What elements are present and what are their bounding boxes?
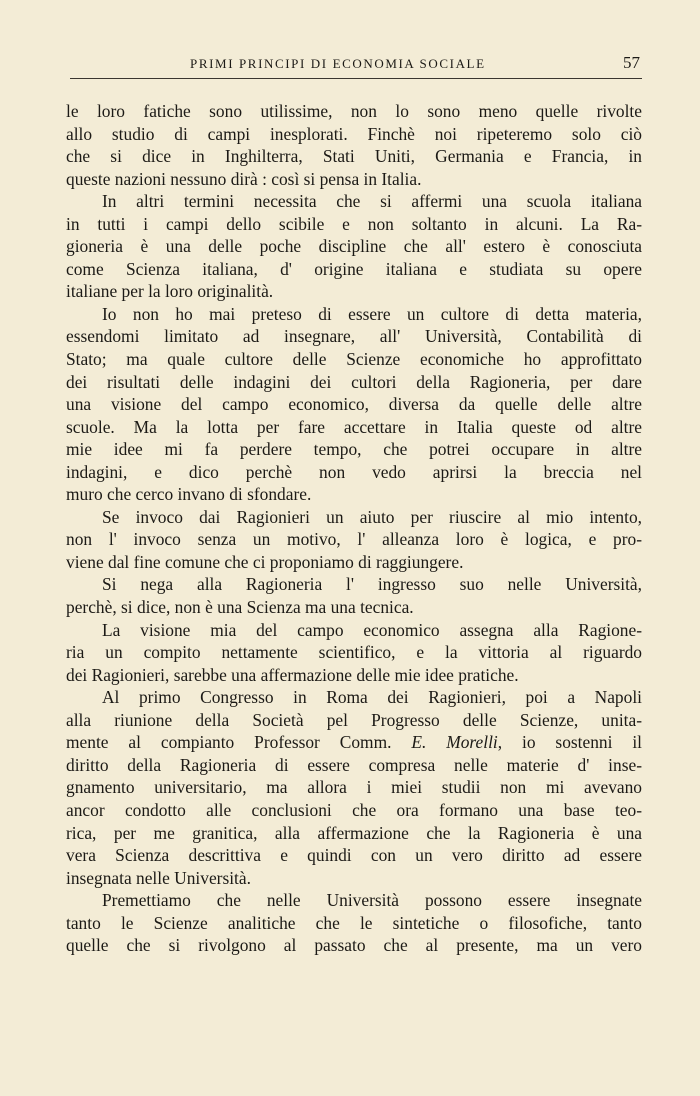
text-line: queste nazioni nessuno dirà : così si pensa in Italia. bbox=[66, 168, 422, 189]
paragraph bbox=[66, 303, 642, 506]
text-line: alla riunione della Società pel Progresso delle Scienze, unita- bbox=[66, 709, 642, 730]
text-line: una visione del campo economico, diversa da quelle delle altre bbox=[66, 394, 642, 415]
text-line: Premettiamo che nelle Università possono essere insegnate bbox=[102, 890, 642, 911]
italic-name: E. Morelli bbox=[411, 732, 498, 753]
text-line: italiane per la loro originalità. bbox=[66, 281, 274, 302]
running-title: PRIMI PRINCIPI DI ECONOMIA SOCIALE bbox=[190, 56, 486, 71]
text-line: La visione mia del campo economico assegna alla Ragione- bbox=[102, 619, 642, 640]
text-line: mente al compianto Professor Comm. E. Morelli, io sostenni il bbox=[66, 732, 642, 753]
paragraph bbox=[66, 619, 642, 687]
text-line: essendomi limitato ad insegnare, all' Università, Contabilità di bbox=[66, 326, 642, 347]
text-line: gnamento universitario, ma allora i miei studii non mi avevano bbox=[66, 777, 642, 798]
text-line: muro che cerco invano di sfondare. bbox=[66, 484, 312, 505]
text-line: non l' invoco senza un motivo, l' alleanza loro è logica, e pro- bbox=[66, 529, 642, 550]
paragraph bbox=[66, 190, 642, 303]
text-line: Al primo Congresso in Roma dei Ragionieri, poi a Napoli bbox=[102, 687, 642, 708]
text-line: vera Scienza descrittiva e quindi con un vero diritto ad essere bbox=[66, 845, 642, 866]
body-text bbox=[66, 100, 642, 957]
text-line: viene dal fine comune che ci proponiamo di raggiungere. bbox=[66, 551, 464, 572]
text-line: allo studio di campi inesplorati. Finchè noi ripeteremo solo ciò bbox=[66, 123, 642, 144]
text-line: scuole. Ma la lotta per fare accettare in Italia queste od altre bbox=[66, 416, 642, 437]
text-line: perchè, si dice, non è una Scienza ma una tecnica. bbox=[66, 597, 414, 618]
text-line: Stato; ma quale cultore delle Scienze economiche ho approfittato bbox=[66, 349, 642, 370]
text-line: rica, per me granitica, alla affermazione che la Ragioneria è una bbox=[66, 822, 642, 843]
text-line: In altri termini necessita che si affermi una scuola italiana bbox=[102, 191, 642, 212]
page-number: 57 bbox=[623, 53, 640, 72]
paragraph bbox=[66, 506, 642, 574]
text-line: insegnata nelle Università. bbox=[66, 867, 251, 888]
text-line: gioneria è una delle poche discipline che all' estero è conosciuta bbox=[66, 236, 642, 257]
text-line: dei risultati delle indagini dei cultori della Ragioneria, per dare bbox=[66, 371, 642, 392]
header-rule bbox=[70, 78, 642, 79]
text-line: ancor condotto alle conclusioni che ora formano una base teo- bbox=[66, 799, 642, 820]
text-line: come Scienza italiana, d' origine italiana e studiata su opere bbox=[66, 258, 642, 279]
text-line: Si nega alla Ragioneria l' ingresso suo nelle Università, bbox=[102, 574, 642, 595]
paragraph bbox=[66, 100, 642, 190]
text-line: diritto della Ragioneria di essere compresa nelle materie d' inse- bbox=[66, 754, 642, 775]
text-line: in tutti i campi dello scibile e non soltanto in alcuni. La Ra- bbox=[66, 213, 642, 234]
page-header bbox=[70, 54, 642, 78]
text-line: ria un compito nettamente scientifico, e la vittoria al riguardo bbox=[66, 642, 642, 663]
paragraph bbox=[66, 889, 642, 957]
text-line: le loro fatiche sono utilissime, non lo sono meno quelle rivolte bbox=[66, 101, 642, 121]
paragraph bbox=[66, 573, 642, 618]
text-line: che si dice in Inghilterra, Stati Uniti, Germania e Francia, in bbox=[66, 146, 642, 167]
text-line: Se invoco dai Ragionieri un aiuto per riuscire al mio intento, bbox=[102, 506, 642, 527]
text-line: quelle che si rivolgono al passato che al presente, ma un vero bbox=[66, 935, 642, 956]
text-line: tanto le Scienze analitiche che le sintetiche o filosofiche, tanto bbox=[66, 912, 642, 933]
text-line: indagini, e dico perchè non vedo aprirsi la breccia nel bbox=[66, 461, 642, 482]
paragraph bbox=[66, 686, 642, 889]
text-line: Io non ho mai preteso di essere un cultore di detta materia, bbox=[102, 303, 642, 324]
text-line: mie idee mi fa perdere tempo, che potrei occupare in altre bbox=[66, 439, 642, 460]
text-line: dei Ragionieri, sarebbe una affermazione delle mie idee pratiche. bbox=[66, 664, 519, 685]
